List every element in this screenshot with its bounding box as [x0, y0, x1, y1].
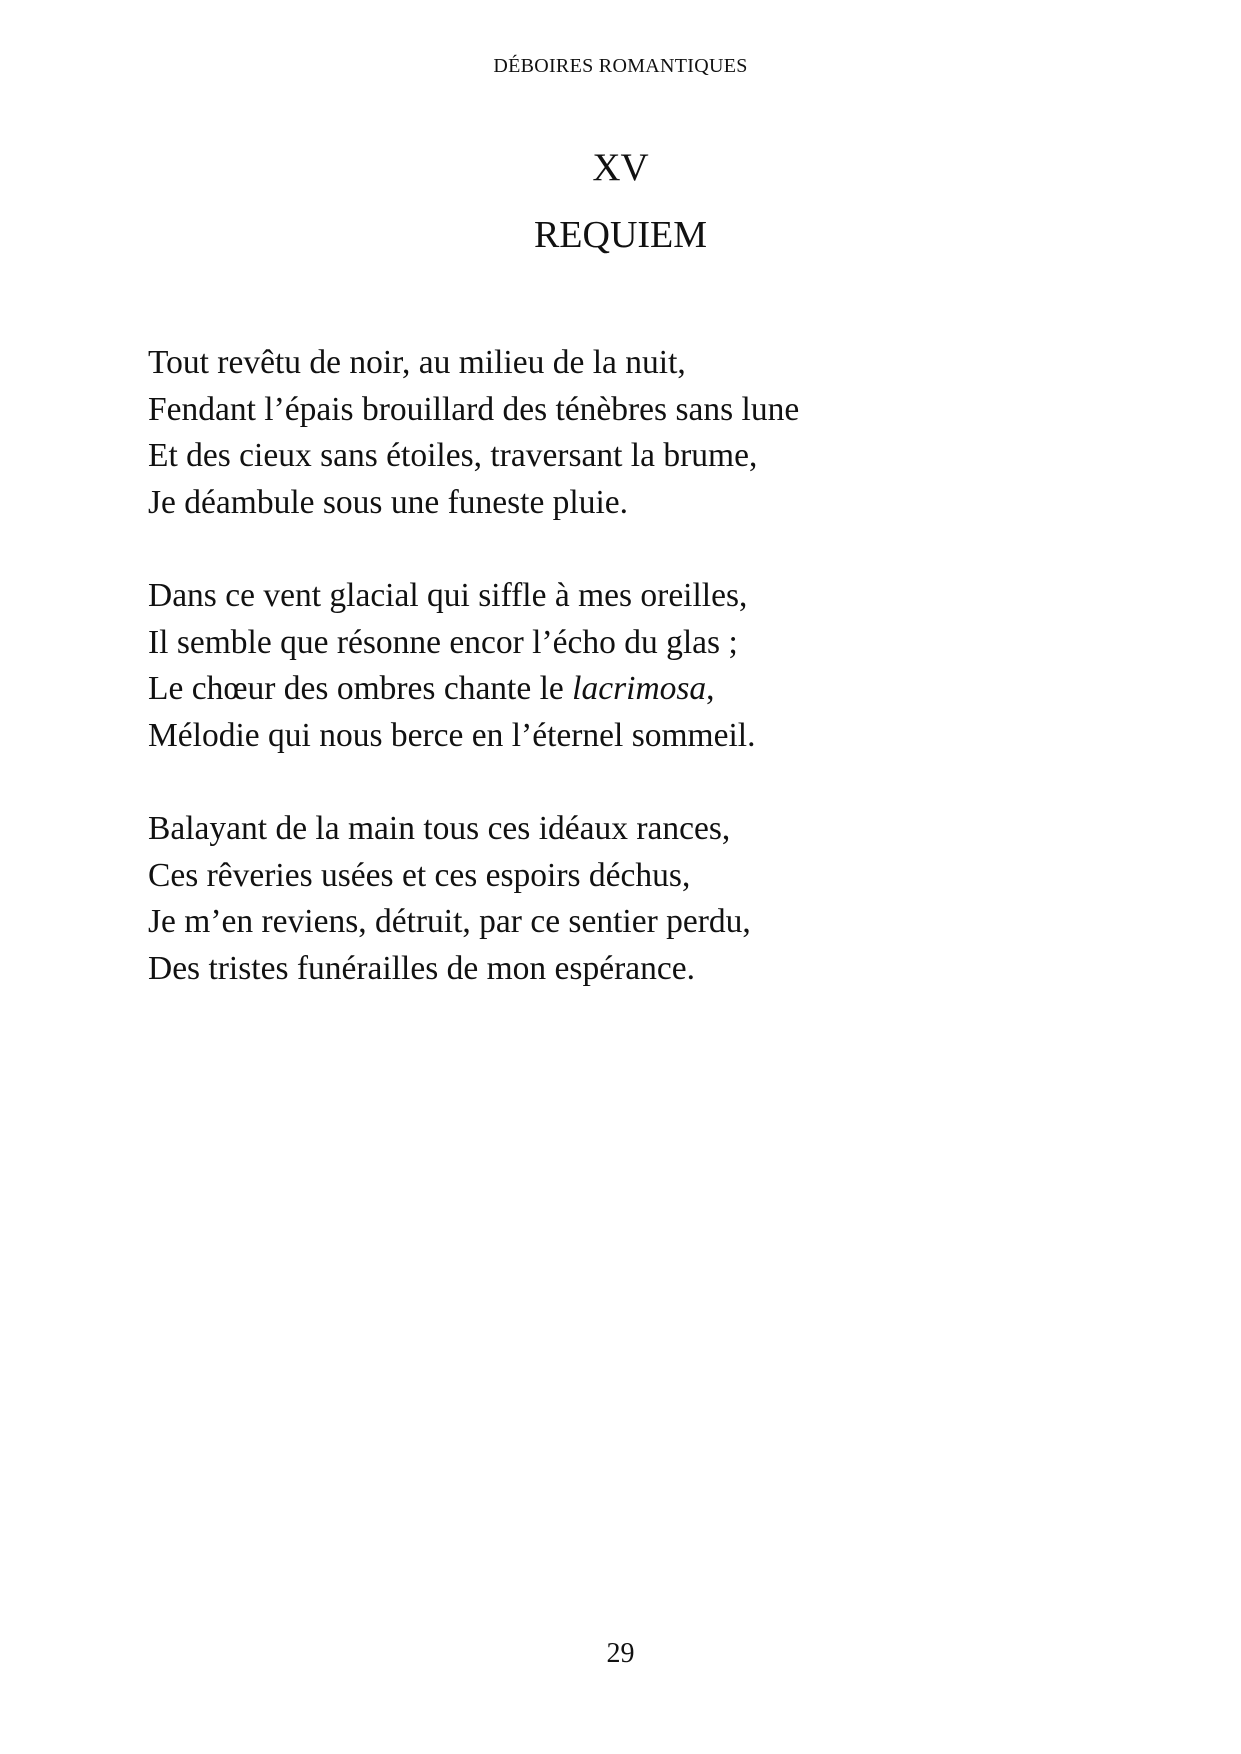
chapter-number: XV	[592, 146, 649, 189]
stanza-3	[148, 806, 1128, 992]
verse-line: Dans ce vent glacial qui siffle à mes oreilles,	[148, 577, 748, 614]
verse-line: Mélodie qui nous berce en l’éternel sommeil.	[148, 716, 756, 754]
verse-line: Ces rêveries usées et ces espoirs déchus,	[148, 856, 691, 894]
poem	[148, 340, 1128, 1039]
verse-line: Je m’en reviens, détruit, par ce sentier perdu,	[148, 903, 751, 940]
running-header: DÉBOIRES ROMANTIQUES	[493, 55, 748, 77]
verse-line-text: Le chœur des ombres chante le	[148, 670, 564, 707]
italic-word: lacrimosa	[572, 670, 707, 707]
verse-line: Fendant l’épais brouillard des ténèbres sans lune	[148, 390, 800, 428]
verse-line: Balayant de la main tous ces idéaux rances,	[148, 810, 731, 847]
stanza-1	[148, 340, 1128, 526]
verse-line: Il semble que résonne encor l’écho du glas ;	[148, 623, 738, 661]
verse-line-with-italic	[148, 666, 1128, 713]
verse-line: Tout revêtu de noir, au milieu de la nuit,	[148, 344, 686, 381]
verse-line: Je déambule sous une funeste pluie.	[148, 483, 629, 521]
verse-line: Des tristes funérailles de mon espérance.	[148, 949, 695, 987]
verse-line: Et des cieux sans étoiles, traversant la brume,	[148, 437, 758, 474]
stanza-2	[148, 573, 1128, 759]
chapter-title: REQUIEM	[533, 214, 708, 256]
verse-line-punctuation: ,	[706, 670, 715, 707]
page-number: 29	[606, 1638, 635, 1669]
